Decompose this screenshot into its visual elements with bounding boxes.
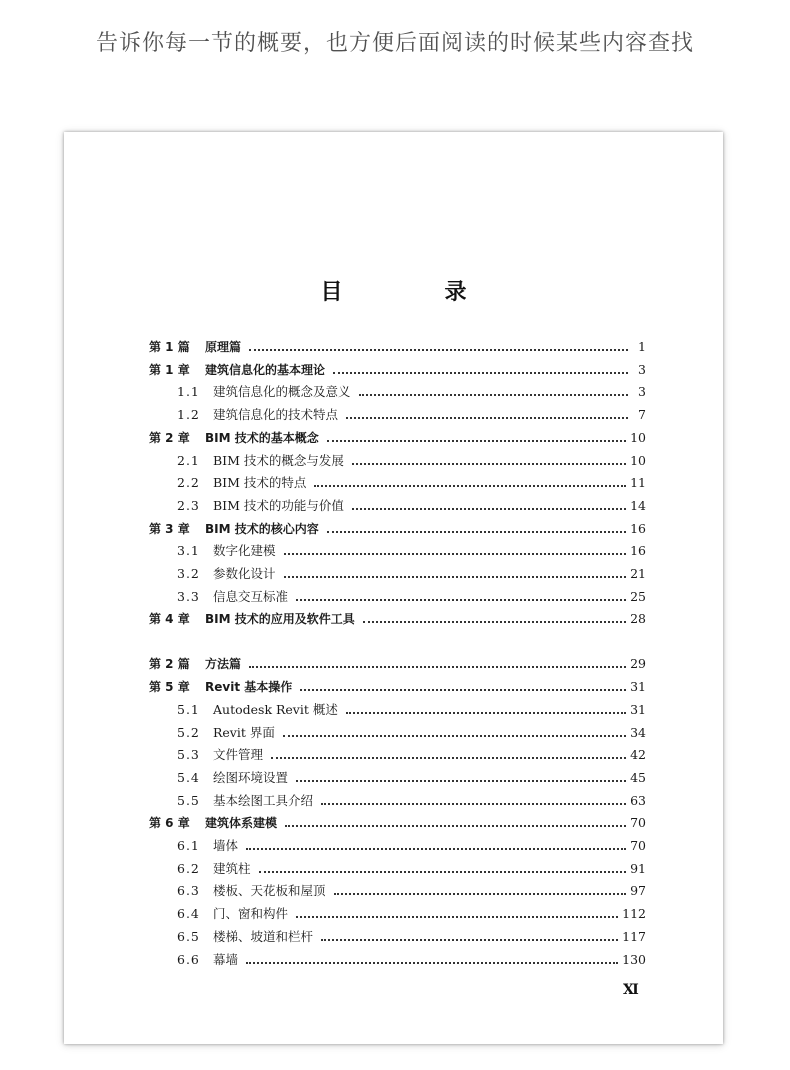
toc-entry-label: BIM 技术的基本概念 <box>205 430 319 445</box>
toc-entry-number: 3.2 <box>177 566 200 581</box>
toc-entry-label: 数字化建模 <box>213 543 276 559</box>
toc-entry-page: 14 <box>630 497 646 513</box>
toc-entry-section <box>149 950 646 970</box>
toc-entry-number: 第 2 篇 <box>149 657 190 672</box>
toc-entry-number: 第 6 章 <box>149 816 190 831</box>
toc-entry-section <box>149 723 646 743</box>
toc-entry-number: 第 2 章 <box>149 430 190 445</box>
toc-entry-number: 5.3 <box>177 747 200 763</box>
toc-entry-page: 42 <box>630 747 646 763</box>
toc-entry-label: 文件管理 <box>213 747 264 763</box>
dot-leader <box>249 337 628 351</box>
toc-entry-label: 基本绘图工具介绍 <box>213 792 314 808</box>
toc-entry-page: 45 <box>630 769 646 785</box>
toc-entry-page: 3 <box>638 361 646 377</box>
toc-entry-page: 21 <box>630 566 646 581</box>
toc-entry-label: 楼板、天花板和屋顶 <box>213 883 326 899</box>
toc-entry-label: BIM 技术的功能与价值 <box>213 497 344 513</box>
toc-entry-number: 第 1 篇 <box>149 340 190 354</box>
dot-leader <box>284 541 627 555</box>
toc-entry-section <box>149 473 646 493</box>
toc-entry-page: 10 <box>630 452 646 468</box>
toc-entry-section <box>149 904 646 924</box>
toc-entry-label: Revit 基本操作 <box>205 680 293 695</box>
toc-entry-part <box>149 337 646 357</box>
toc-entry-page: 31 <box>630 701 646 717</box>
toc-entry-label: 方法篇 <box>205 657 242 672</box>
toc-entry-label: BIM 技术的概念与发展 <box>213 452 344 468</box>
dot-leader <box>259 859 627 873</box>
toc-entry-label: 幕墙 <box>213 951 239 967</box>
toc-entry-section <box>149 859 646 879</box>
dot-leader <box>300 677 626 691</box>
toc-entry-label: 绘图环境设置 <box>213 769 289 785</box>
toc-entry-number: 6.3 <box>177 883 200 899</box>
toc-entry-page: 130 <box>622 951 646 967</box>
toc-entry-page: 63 <box>630 792 646 808</box>
toc-entry-page: 7 <box>638 407 646 423</box>
dot-leader <box>327 428 626 442</box>
toc-entry-chapter <box>149 677 646 697</box>
toc-entry-number: 5.5 <box>177 792 200 808</box>
toc-entry-label: BIM 技术的核心内容 <box>205 521 319 536</box>
dot-leader <box>334 881 627 895</box>
toc-entry-number: 第 5 章 <box>149 680 190 695</box>
toc-entry-number: 6.4 <box>177 906 200 922</box>
toc-entry-chapter <box>149 360 646 380</box>
toc-entry-page: 16 <box>630 543 646 559</box>
toc-entry-section <box>149 768 646 788</box>
toc-entry-page: 70 <box>630 838 646 853</box>
toc-entry-page: 70 <box>630 815 646 831</box>
toc-entry-label: 楼梯、坡道和栏杆 <box>213 928 314 944</box>
toc-entry-page: 34 <box>630 724 646 740</box>
toc-entry-page: 3 <box>638 384 646 400</box>
toc-entry-chapter <box>149 519 646 539</box>
dot-leader <box>271 745 626 759</box>
toc-entry-number: 第 1 章 <box>149 362 190 377</box>
toc-entry-label: 建筑体系建模 <box>205 816 278 831</box>
toc-entry-label: 原理篇 <box>205 340 242 354</box>
toc-entry-section <box>149 745 646 765</box>
toc-entry-section <box>149 405 646 425</box>
toc-entry-page: 11 <box>630 475 646 491</box>
toc-entry-page: 10 <box>630 429 646 445</box>
toc-entry-number: 2.3 <box>177 497 200 513</box>
dot-leader <box>321 791 626 805</box>
dot-leader <box>283 723 626 737</box>
dot-leader <box>321 927 618 941</box>
toc-entry-section <box>149 496 646 516</box>
toc-entry-number: 第 4 章 <box>149 612 190 627</box>
toc-entry-label: 参数化设计 <box>213 566 276 581</box>
toc-entry-section <box>149 587 646 607</box>
toc-entry-label: Revit 界面 <box>213 724 275 740</box>
toc-entry-number: 3.1 <box>177 543 200 559</box>
toc-entry-chapter <box>149 609 646 629</box>
book-page <box>64 132 723 1044</box>
banner-caption: 告诉你每一节的概要，也方便后面阅读的时候某些内容查找 <box>95 31 694 56</box>
toc-entry-number: 5.1 <box>177 701 200 717</box>
dot-leader <box>352 496 626 510</box>
toc-entry-number: 6.6 <box>177 951 200 967</box>
toc-entry-number: 1.1 <box>177 384 200 400</box>
toc-title: 目 录 <box>320 279 507 305</box>
toc-entry-number: 第 3 章 <box>149 521 190 536</box>
toc-entry-page: 1 <box>638 339 646 354</box>
dot-leader <box>333 360 628 374</box>
toc-entry-page: 91 <box>630 860 646 876</box>
dot-leader <box>284 564 627 578</box>
toc-entry-chapter <box>149 428 646 448</box>
toc-entry-page: 117 <box>622 928 646 944</box>
toc-entry-label: BIM 技术的应用及软件工具 <box>205 612 355 627</box>
dot-leader <box>285 813 626 827</box>
toc-entry-label: 墙体 <box>213 838 239 853</box>
toc-entry-label: 门、窗和构件 <box>213 906 289 922</box>
toc-entry-page: 28 <box>630 611 646 627</box>
toc-entry-label: 建筑信息化的概念及意义 <box>213 384 351 400</box>
dot-leader <box>246 950 618 964</box>
toc-entry-label: BIM 技术的特点 <box>213 475 307 491</box>
toc-entry-page: 16 <box>630 520 646 536</box>
toc-entry-number: 1.2 <box>177 407 200 423</box>
toc-entry-label: 建筑信息化的基本理论 <box>205 362 326 377</box>
toc-entry-number: 6.2 <box>177 860 200 876</box>
toc-entry-section <box>149 927 646 947</box>
dot-leader <box>246 836 626 850</box>
toc-entry-label: 建筑柱 <box>213 860 251 876</box>
toc-entry-section <box>149 451 646 471</box>
toc-entry-page: 29 <box>630 656 646 672</box>
toc-entry-number: 5.4 <box>177 769 200 785</box>
toc-entry-section <box>149 541 646 561</box>
toc-entry-section <box>149 791 646 811</box>
dot-leader <box>296 768 626 782</box>
toc-entry-part <box>149 654 646 674</box>
toc-entry-number: 3.3 <box>177 588 200 604</box>
dot-leader <box>249 654 626 668</box>
toc-entry-page: 31 <box>630 679 646 695</box>
toc-entry-label: 建筑信息化的技术特点 <box>213 407 339 423</box>
toc-entry-label: 信息交互标准 <box>213 588 289 604</box>
toc-entry-chapter <box>149 813 646 833</box>
dot-leader <box>352 451 626 465</box>
dot-leader <box>363 609 626 623</box>
dot-leader <box>359 382 628 396</box>
dot-leader <box>327 519 626 533</box>
dot-leader <box>296 904 618 918</box>
toc-entry-section <box>149 881 646 901</box>
toc-entry-number: 2.2 <box>177 475 200 491</box>
toc-entry-number: 6.5 <box>177 928 200 944</box>
toc-entry-section <box>149 700 646 720</box>
toc-entry-page: 25 <box>630 588 646 604</box>
dot-leader <box>346 700 626 714</box>
toc-entry-section <box>149 564 646 584</box>
toc-entry-section <box>149 382 646 402</box>
toc-entry-page: 112 <box>622 906 646 922</box>
dot-leader <box>296 587 626 601</box>
toc-entry-page: 97 <box>630 883 646 899</box>
toc-entry-label: Autodesk Revit 概述 <box>213 701 338 717</box>
page-number: Ⅺ <box>623 982 639 998</box>
toc-entry-section <box>149 836 646 856</box>
dot-leader <box>314 473 626 487</box>
toc-entry-number: 6.1 <box>177 838 200 853</box>
dot-leader <box>346 405 628 419</box>
toc-entry-number: 2.1 <box>177 452 200 468</box>
toc-entry-number: 5.2 <box>177 724 200 740</box>
